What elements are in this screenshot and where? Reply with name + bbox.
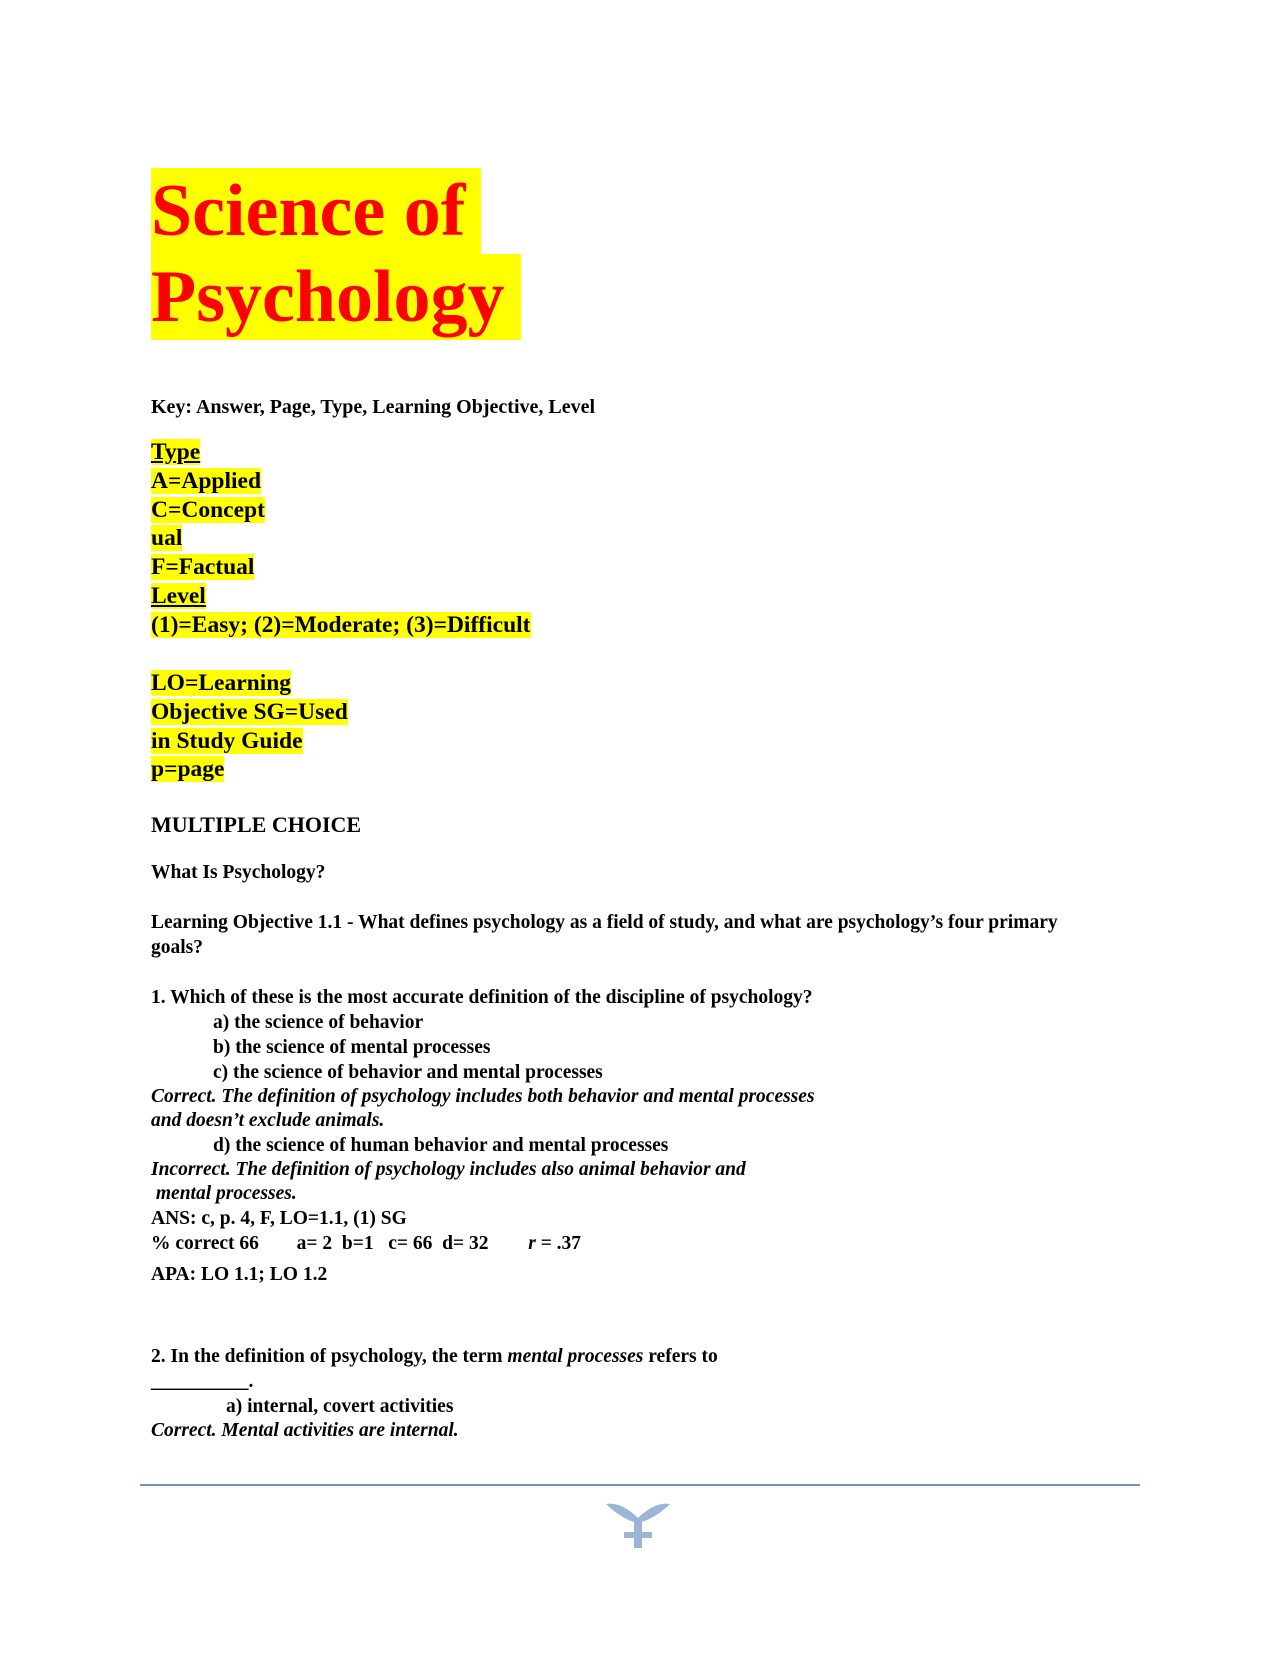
level-values: (1)=Easy; (2)=Moderate; (3)=Difficult <box>151 611 531 638</box>
q1-option-b: b) the science of mental processes <box>213 1037 491 1058</box>
title-line-2: Psychology <box>151 254 521 340</box>
q1-stats-r-label: r <box>528 1233 536 1254</box>
question-2 <box>151 1344 718 1443</box>
q1-stats-r-value: = .37 <box>535 1233 582 1254</box>
q2-option-a: a) internal, covert activities <box>226 1396 454 1417</box>
q1-apa: APA: LO 1.1; LO 1.2 <box>151 1264 328 1285</box>
document-title <box>151 168 521 340</box>
q1-option-c: c) the science of behavior and mental processes <box>213 1062 603 1083</box>
q2-text-post: refers to <box>643 1346 718 1367</box>
q2-text-pre: 2. In the definition of psychology, the term <box>151 1346 508 1367</box>
type-factual: F=Factual <box>151 554 255 581</box>
q1-feedback-d-1: Incorrect. The definition of psychology includes also animal behavior and <box>151 1159 746 1180</box>
q1-feedback-c-1: Correct. The definition of psychology includes both behavior and mental processes <box>151 1086 815 1107</box>
q1-option-a: a) the science of behavior <box>213 1012 424 1033</box>
learning-objective: Learning Objective 1.1 - What defines psychology as a field of study, and what are psychology’s four primary goals? <box>151 912 1058 958</box>
q1-feedback-c-2: and doesn’t exclude animals. <box>151 1110 385 1131</box>
subsection-heading: What Is Psychology? <box>151 862 326 883</box>
q1-stats-correct: % correct 66 <box>151 1233 259 1254</box>
q2-blank: __________. <box>151 1371 254 1392</box>
q2-text-emphasis: mental processes <box>507 1346 644 1367</box>
q1-stats-distribution: a= 2 b=1 c= 66 d= 32 <box>296 1233 489 1254</box>
key-line: Key: Answer, Page, Type, Learning Objective, Level <box>151 396 596 418</box>
lo-line-2: Objective SG=Used <box>151 698 348 725</box>
q1-feedback-d-2: mental processes. <box>151 1183 297 1204</box>
question-2-text <box>151 1344 718 1369</box>
footer-divider <box>140 1484 1140 1486</box>
type-applied: A=Applied <box>151 467 262 494</box>
title-line-1: Science of <box>151 168 481 254</box>
q2-feedback-a: Correct. Mental activities are internal. <box>151 1420 459 1441</box>
q1-answer: ANS: c, p. 4, F, LO=1.1, (1) SG <box>151 1208 407 1229</box>
question-1 <box>151 985 815 1287</box>
level-heading: Level <box>151 582 206 609</box>
q1-option-d: d) the science of human behavior and mental processes <box>213 1135 669 1156</box>
lo-line-3: in Study Guide <box>151 727 303 754</box>
footer-logo-icon <box>598 1496 678 1552</box>
section-heading: MULTIPLE CHOICE <box>151 812 362 837</box>
abbreviation-legend <box>151 669 348 784</box>
type-conceptual-1: C=Concept <box>151 496 265 523</box>
type-conceptual-2: ual <box>151 525 183 552</box>
type-legend <box>151 438 531 640</box>
lo-line-1: LO=Learning <box>151 670 292 696</box>
q1-stats <box>151 1231 815 1256</box>
question-1-text: 1. Which of these is the most accurate definition of the discipline of psychology? <box>151 987 813 1008</box>
page-abbrev: p=page <box>151 756 225 783</box>
type-heading: Type <box>151 439 201 465</box>
